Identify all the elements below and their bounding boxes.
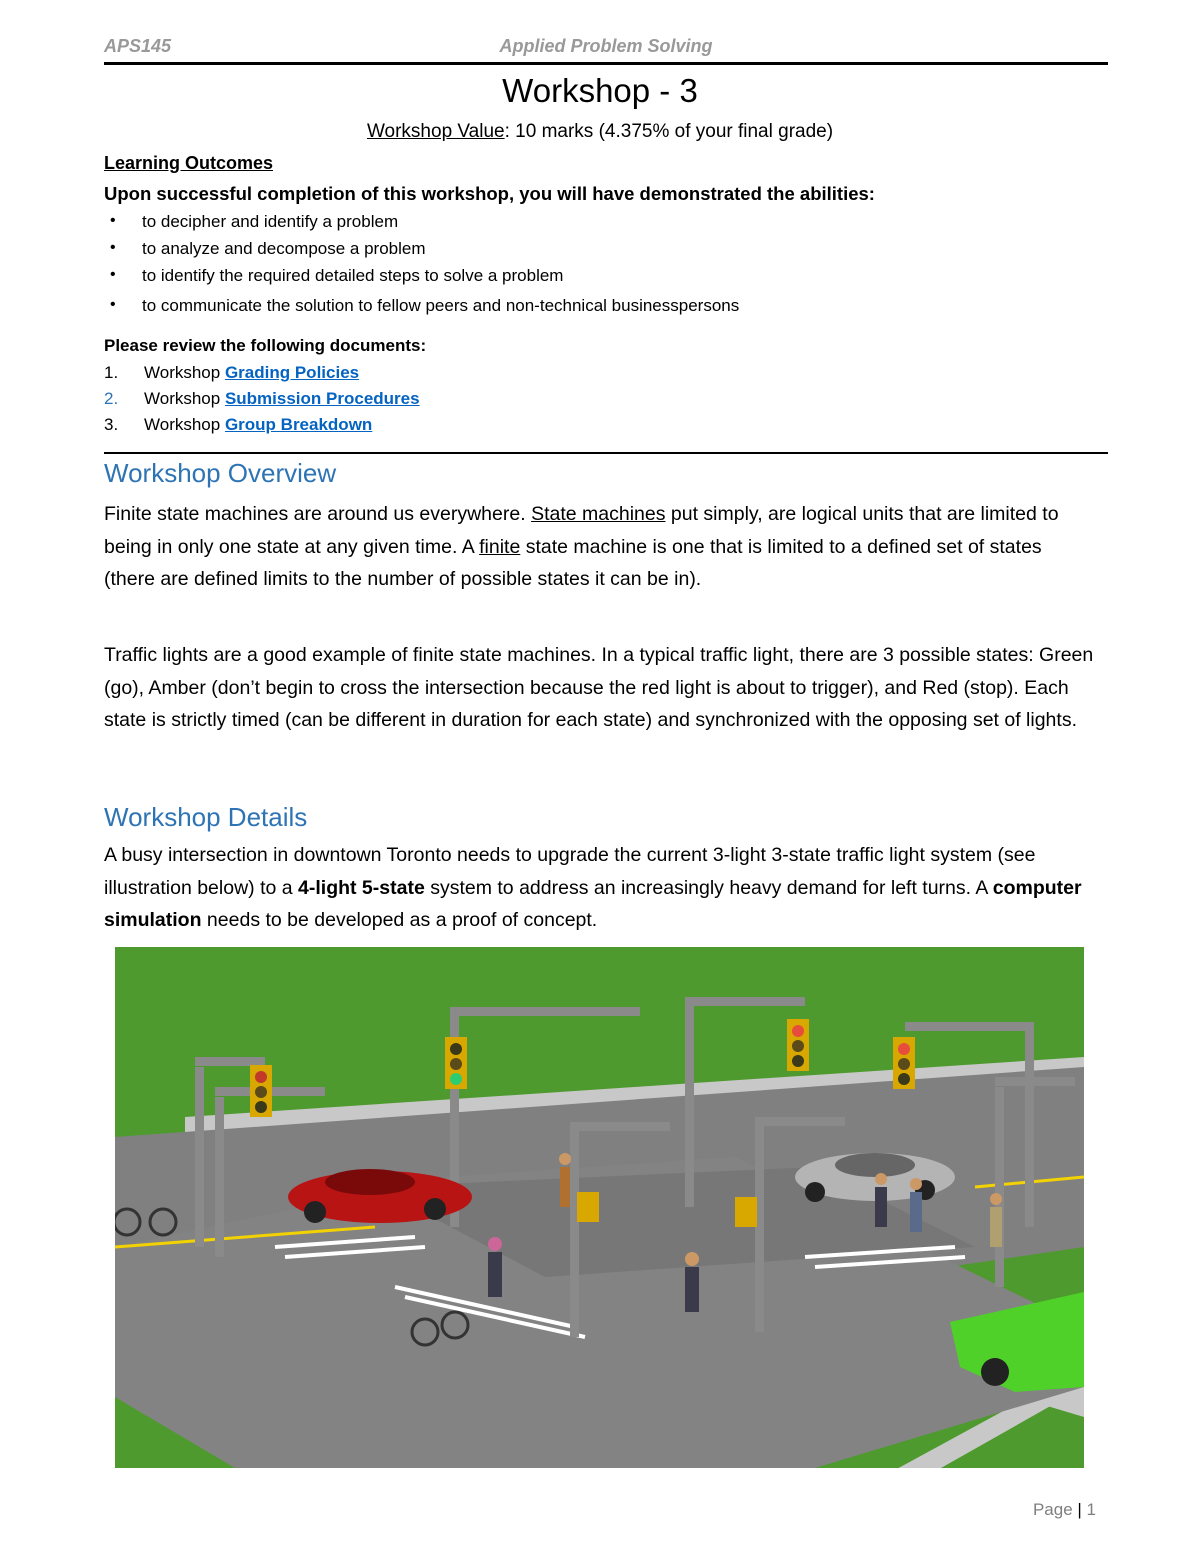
- header-rule: [104, 62, 1108, 65]
- page-label: Page: [1032, 1500, 1073, 1519]
- bullet-icon: •: [110, 266, 116, 283]
- document-item: 1. Workshop Grading Policies: [104, 363, 360, 382]
- workshop-value-label: Workshop Value: [366, 121, 505, 142]
- bullet-icon: •: [110, 296, 116, 313]
- learning-outcomes-heading: Learning Outcomes: [104, 153, 274, 173]
- page-number: 1: [1086, 1500, 1096, 1519]
- documents-heading: Please review the following documents:: [104, 336, 427, 355]
- grading-policies-link[interactable]: Grading Policies: [224, 363, 360, 382]
- bullet-icon: •: [110, 239, 116, 256]
- details-heading: Workshop Details: [104, 802, 308, 832]
- course-code: APS145: [104, 36, 172, 56]
- page-title: Workshop - 3: [502, 72, 698, 109]
- section-rule: [104, 452, 1108, 454]
- document-item: 2. Workshop Submission Procedures: [104, 389, 420, 408]
- bullet-icon: •: [110, 212, 116, 229]
- intersection-illustration: [115, 947, 1084, 1468]
- overview-paragraph-2: Traffic lights are a good example of finite state machines. In a typical traffic light, there are 3 possible states: Green (go), Amber (don’t begin to cross the intersection because the red light is about to trigger), and Red (stop). Each state is strictly timed (can be different in duration for each state) and synchronized with the opposing set of lights.: [104, 644, 1094, 731]
- page-separator: |: [1072, 1500, 1087, 1519]
- page-footer: [1033, 1500, 1096, 1520]
- workshop-value: [0, 121, 1200, 143]
- details-paragraph: A busy intersection in downtown Toronto needs to upgrade the current 3-light 3-state traffic light system (see illustration below) to a 4-light 5-state system to address an increasingly heavy demand for left turns. A computer simulation needs to be developed as a proof of concept.: [104, 844, 1082, 931]
- overview-heading: Workshop Overview: [104, 458, 337, 488]
- learning-outcomes-intro: Upon successful completion of this workshop, you will have demonstrated the abilities:: [104, 183, 875, 204]
- page-header: [104, 36, 1108, 60]
- document-item: 3. Workshop Group Breakdown: [104, 415, 373, 434]
- course-title: Applied Problem Solving: [499, 36, 713, 56]
- overview-paragraph-1: Finite state machines are around us everywhere. State machines put simply, are logical units that are limited to being in only one state at any given time. A finite state machine is one that is limited to a defined set of states (there are defined limits to the number of possible states it can be in).: [104, 503, 1059, 590]
- workshop-value-text: : 10 marks (4.375% of your final grade): [504, 121, 834, 142]
- submission-procedures-link[interactable]: Submission Procedures: [224, 389, 420, 408]
- group-breakdown-link[interactable]: Group Breakdown: [224, 415, 373, 434]
